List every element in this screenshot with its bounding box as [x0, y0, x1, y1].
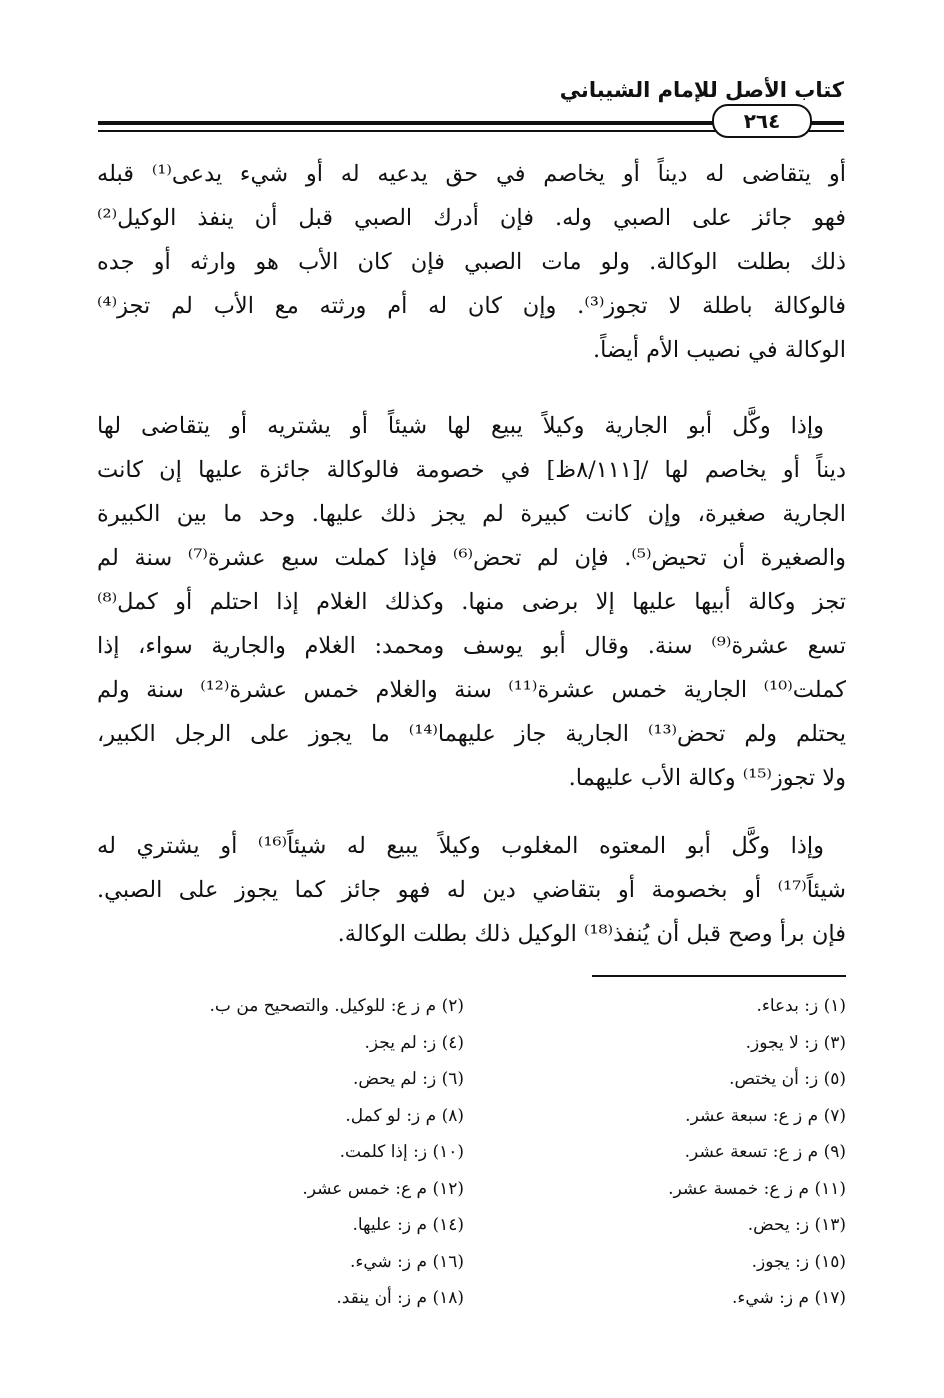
footnote: (١) ز: بدعاء. [756, 996, 846, 1016]
text-line: تسع عشرة⁽⁹⁾ سنة. وقال أبو يوسف ومحمد: الغلام والجارية سواء، إذا [97, 633, 846, 659]
text-line: فهو جائز على الصبي وله. فإن أدرك الصبي قبل أن ينفذ الوكيل⁽²⁾ [97, 205, 846, 231]
text-line: شيئاً⁽¹⁷⁾ أو بخصومة أو بتقاضي دين له فهو جائز كما يجوز على الصبي. [97, 877, 846, 903]
text-line: ولا تجوز⁽¹⁵⁾ وكالة الأب عليهما. [568, 765, 846, 791]
text-line: وإذا وكَّل أبو المعتوه المغلوب وكيلاً يبيع له شيئاً⁽¹⁶⁾ أو يشتري له [97, 833, 825, 859]
running-title: كتاب الأصل للإمام الشيباني [559, 78, 844, 102]
text-line: ديناً أو يخاصم لها /[٨/١١١ظ] في خصومة فالوكالة جائزة عليها إن كانت [97, 457, 846, 483]
footnote: (١٠) ز: إذا كلمت. [339, 1142, 464, 1162]
text-line: فإن برأ وصح قبل أن يُنفذ⁽¹⁸⁾ الوكيل ذلك بطلت الوكالة. [337, 921, 846, 947]
text-line: ذلك بطلت الوكالة. ولو مات الصبي فإن كان الأب هو وارثه أو جده [97, 249, 846, 275]
footnote: (٥) ز: أن يختص. [729, 1069, 846, 1089]
text-line: الجارية صغيرة، وإن كانت كبيرة لم يجز ذلك عليها. وحد ما بين الكبيرة [97, 501, 846, 527]
footnote: (٩) م ز ع: تسعة عشر. [684, 1142, 846, 1162]
text-line: فالوكالة باطلة لا تجوز⁽³⁾. وإن كان له أم ورثته مع الأب لم تجز⁽⁴⁾ [97, 293, 846, 319]
footnote: (١٢) م ع: خمس عشر. [302, 1178, 464, 1199]
text-line: والصغيرة أن تحيض⁽⁵⁾. فإن لم تحض⁽⁶⁾ فإذا كملت سبع عشرة⁽⁷⁾ سنة لم [97, 545, 847, 571]
footnote: (١٧) م ز: شيء. [731, 1288, 846, 1308]
text-line: تجز وكالة أبيها عليها إلا برضى منها. وكذلك الغلام إذا احتلم أو كمل⁽⁸⁾ [97, 589, 846, 615]
footnote: (١٥) ز: يجوز. [751, 1251, 846, 1272]
footnote: (٧) م ز ع: سبعة عشر. [685, 1105, 846, 1126]
text-line: كملت⁽¹⁰⁾ الجارية خمس عشرة⁽¹¹⁾ سنة والغلام خمس عشرة⁽¹²⁾ سنة ولم [97, 677, 846, 703]
footnote: (٦) ز: لم يحض. [353, 1069, 464, 1089]
footnote: (٤) ز: لم يجز. [364, 1032, 464, 1053]
footnote: (١٨) م ز: أن ينقد. [336, 1288, 464, 1308]
paragraph-2 [97, 404, 846, 800]
paragraph-1 [97, 152, 846, 372]
text-line: الوكالة في نصيب الأم أيضاً. [592, 337, 846, 363]
text-line: أو يتقاضى له ديناً أو يخاصم في حق يدعيه له أو شيء يدعى⁽¹⁾ قبله [97, 161, 846, 187]
footnote: (١٣) ز: يحض. [747, 1215, 846, 1235]
footnote: (١١) م ز ع: خمسة عشر. [668, 1178, 846, 1199]
footnote-separator [592, 975, 846, 977]
text-line: وإذا وكَّل أبو الجارية وكيلاً يبيع لها شيئاً أو يشتريه أو يتقاضى لها [97, 413, 824, 439]
footnote: (١٤) م ز: عليها. [352, 1215, 464, 1235]
footnote: (٢) م ز ع: للوكيل. والتصحيح من ب. [209, 996, 464, 1016]
footnote: (٣) ز: لا يجوز. [745, 1032, 846, 1053]
footnote: (٨) م ز: لو كمل. [345, 1105, 464, 1126]
footnote: (١٦) م ز: شيء. [349, 1251, 464, 1272]
paragraph-3 [97, 824, 846, 956]
footnotes-left-column [114, 988, 464, 1317]
text-line: يحتلم ولم تحض⁽¹³⁾ الجارية جاز عليهما⁽¹⁴⁾ ما يجوز على الرجل الكبير، [97, 721, 846, 747]
page-number: ٢٦٤ [712, 104, 812, 138]
footnotes-right-column [526, 988, 846, 1317]
